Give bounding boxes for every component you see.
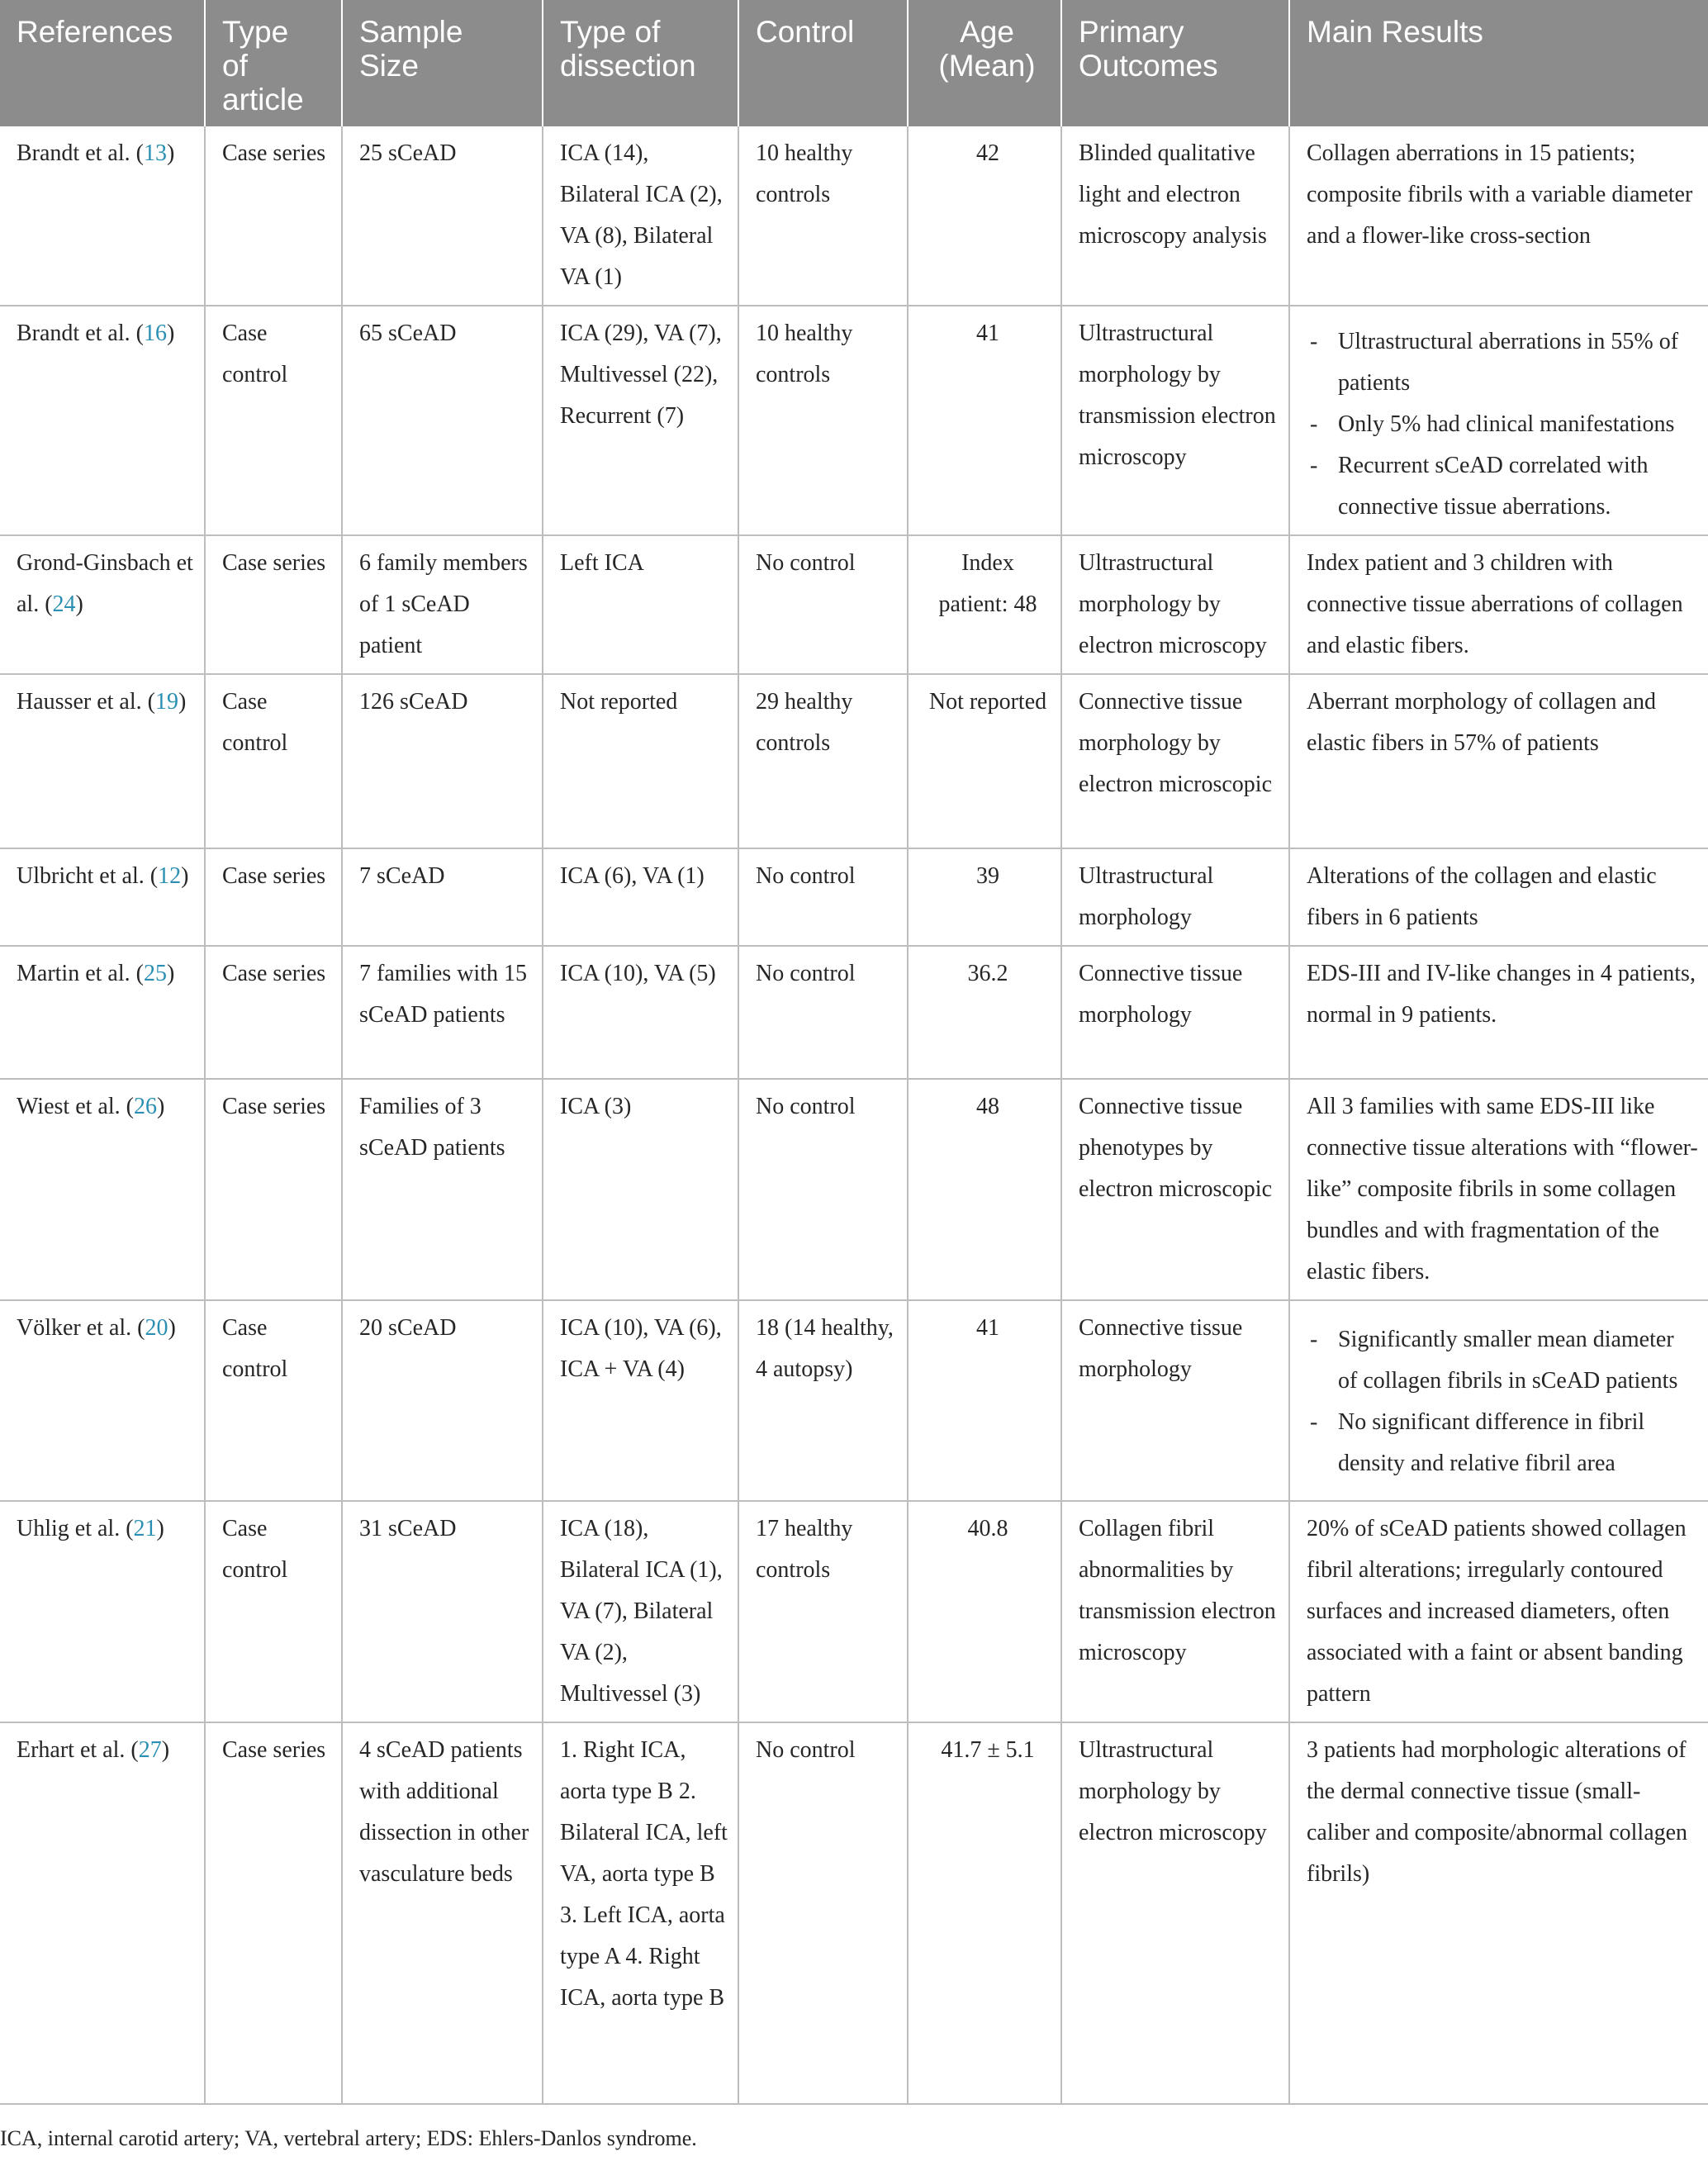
- cell-reference: Brandt et al. (16): [0, 306, 205, 535]
- table-body: [0, 126, 1708, 2104]
- cell-outcomes: Connective tissue morphology: [1061, 1300, 1289, 1501]
- cell-outcomes: Ultrastructural morphology: [1061, 848, 1289, 946]
- cell-sample: Families of 3 sCeAD patients: [342, 1079, 543, 1300]
- cell-sample: 25 sCeAD: [342, 126, 543, 306]
- citation-link[interactable]: 26: [133, 1094, 157, 1119]
- cell-dissection: ICA (29), VA (7), Multivessel (22), Recurrent (7): [543, 306, 738, 535]
- cell-control: 10 healthy controls: [738, 306, 908, 535]
- cell-sample: 7 families with 15 sCeAD patients: [342, 946, 543, 1079]
- header-references: References: [0, 0, 205, 126]
- table-row: [0, 1501, 1708, 1722]
- cell-age: 41: [908, 306, 1061, 535]
- cell-reference: Ulbricht et al. (12): [0, 848, 205, 946]
- cell-reference: Völker et al. (20): [0, 1300, 205, 1501]
- cell-dissection: Left ICA: [543, 535, 738, 674]
- table-row: [0, 848, 1708, 946]
- table-row: [0, 1079, 1708, 1300]
- cell-control: No control: [738, 848, 908, 946]
- cell-outcomes: Ultrastructural morphology by electron microscopy: [1061, 535, 1289, 674]
- cell-reference: Erhart et al. (27): [0, 1722, 205, 2104]
- citation-link[interactable]: 21: [133, 1516, 157, 1541]
- table-row: [0, 1300, 1708, 1501]
- table-row: [0, 674, 1708, 848]
- cell-control: No control: [738, 1722, 908, 2104]
- cell-results: [1289, 306, 1708, 535]
- cell-reference: Martin et al. (25): [0, 946, 205, 1079]
- cell-results: Collagen aberrations in 15 patients; composite fibrils with a variable diameter and a flower-like cross-section: [1289, 126, 1708, 306]
- table-row: [0, 946, 1708, 1079]
- list-item: - Ultrastructural aberrations in 55% of patients: [1310, 329, 1679, 396]
- table-row: [0, 535, 1708, 674]
- table-row: [0, 126, 1708, 306]
- cell-type: Case control: [205, 674, 342, 848]
- cell-results: EDS-III and IV-like changes in 4 patients, normal in 9 patients.: [1289, 946, 1708, 1079]
- header-row: [0, 0, 1708, 126]
- citation-link[interactable]: 19: [154, 689, 178, 715]
- cell-dissection: 1. Right ICA, aorta type B 2. Bilateral ICA, left VA, aorta type B 3. Left ICA, aorta type A 4. Right ICA, aorta type B: [543, 1722, 738, 2104]
- cell-outcomes: Connective tissue morphology by electron microscopic: [1061, 674, 1289, 848]
- cell-reference: Grond-Ginsbach et al. (24): [0, 535, 205, 674]
- cell-type: Case series: [205, 1079, 342, 1300]
- cell-dissection: ICA (3): [543, 1079, 738, 1300]
- results-bullet-list: [1307, 321, 1698, 528]
- citation-link[interactable]: 16: [143, 321, 167, 346]
- cell-outcomes: Ultrastructural morphology by electron microscopy: [1061, 1722, 1289, 2104]
- citation-link[interactable]: 27: [138, 1737, 162, 1763]
- cell-sample: 65 sCeAD: [342, 306, 543, 535]
- cell-type: Case control: [205, 1300, 342, 1501]
- cell-dissection: ICA (10), VA (6), ICA + VA (4): [543, 1300, 738, 1501]
- cell-age: 48: [908, 1079, 1061, 1300]
- header-type-of-dissection: Type of dissection: [543, 0, 738, 126]
- cell-control: 29 healthy controls: [738, 674, 908, 848]
- header-type-of-article: Type of article: [205, 0, 342, 126]
- cell-results: Aberrant morphology of collagen and elastic fibers in 57% of patients: [1289, 674, 1708, 848]
- cell-sample: 6 family members of 1 sCeAD patient: [342, 535, 543, 674]
- cell-dissection: ICA (18), Bilateral ICA (1), VA (7), Bilateral VA (2), Multivessel (3): [543, 1501, 738, 1722]
- cell-control: No control: [738, 535, 908, 674]
- table-header: [0, 0, 1708, 126]
- results-bullet-list: [1307, 1319, 1698, 1484]
- citation-link[interactable]: 24: [52, 591, 76, 617]
- cell-control: 18 (14 healthy, 4 autopsy): [738, 1300, 908, 1501]
- cell-type: Case series: [205, 848, 342, 946]
- cell-dissection: ICA (6), VA (1): [543, 848, 738, 946]
- cell-outcomes: Blinded qualitative light and electron microscopy analysis: [1061, 126, 1289, 306]
- cell-outcomes: Connective tissue morphology: [1061, 946, 1289, 1079]
- cell-type: Case control: [205, 306, 342, 535]
- list-item: - No significant difference in fibril density and relative fibril area: [1310, 1409, 1645, 1476]
- cell-results: [1289, 1300, 1708, 1501]
- cell-type: Case series: [205, 126, 342, 306]
- citation-link[interactable]: 12: [158, 863, 182, 889]
- list-item: - Only 5% had clinical manifestations: [1310, 411, 1675, 437]
- cell-type: Case series: [205, 1722, 342, 2104]
- list-item: - Significantly smaller mean diameter of collagen fibrils in sCeAD patients: [1310, 1327, 1678, 1394]
- cell-sample: 31 sCeAD: [342, 1501, 543, 1722]
- table-footnote: ICA, internal carotid artery; VA, vertebral artery; EDS: Ehlers-Danlos syndrome.: [0, 2126, 697, 2150]
- cell-sample: 126 sCeAD: [342, 674, 543, 848]
- cell-type: Case series: [205, 535, 342, 674]
- cell-results: 3 patients had morphologic alterations of the dermal connective tissue (small-caliber and composite/abnormal collagen fibrils): [1289, 1722, 1708, 2104]
- citation-link[interactable]: 20: [145, 1315, 168, 1341]
- table-row: [0, 306, 1708, 535]
- cell-age: Index patient: 48: [908, 535, 1061, 674]
- citation-link[interactable]: 25: [143, 961, 167, 986]
- header-primary-outcomes: Primary Outcomes: [1061, 0, 1289, 126]
- cell-results: Index patient and 3 children with connective tissue aberrations of collagen and elastic fibers.: [1289, 535, 1708, 674]
- cell-age: 41: [908, 1300, 1061, 1501]
- header-control: Control: [738, 0, 908, 126]
- cell-age: 42: [908, 126, 1061, 306]
- cell-outcomes: Ultrastructural morphology by transmission electron microscopy: [1061, 306, 1289, 535]
- header-main-results: Main Results: [1289, 0, 1708, 126]
- cell-sample: 4 sCeAD patients with additional dissection in other vasculature beds: [342, 1722, 543, 2104]
- cell-age: 39: [908, 848, 1061, 946]
- cell-dissection: ICA (10), VA (5): [543, 946, 738, 1079]
- cell-reference: Uhlig et al. (21): [0, 1501, 205, 1722]
- cell-age: 41.7 ± 5.1: [908, 1722, 1061, 2104]
- cell-control: 17 healthy controls: [738, 1501, 908, 1722]
- cell-dissection: Not reported: [543, 674, 738, 848]
- cell-reference: Brandt et al. (13): [0, 126, 205, 306]
- cell-dissection: ICA (14), Bilateral ICA (2), VA (8), Bilateral VA (1): [543, 126, 738, 306]
- cell-results: Alterations of the collagen and elastic fibers in 6 patients: [1289, 848, 1708, 946]
- cell-control: No control: [738, 946, 908, 1079]
- cell-results: All 3 families with same EDS-III like connective tissue alterations with “flower-like” composite fibrils in some collagen bundles and with fragmentation of the elastic fibers.: [1289, 1079, 1708, 1300]
- cell-results: 20% of sCeAD patients showed collagen fibril alterations; irregularly contoured surfaces and increased diameters, often associated with a faint or absent banding pattern: [1289, 1501, 1708, 1722]
- cell-sample: 20 sCeAD: [342, 1300, 543, 1501]
- cell-type: Case series: [205, 946, 342, 1079]
- header-sample-size: Sample Size: [342, 0, 543, 126]
- cell-reference: Hausser et al. (19): [0, 674, 205, 848]
- cell-age: 36.2: [908, 946, 1061, 1079]
- table-row: [0, 1722, 1708, 2104]
- cell-control: No control: [738, 1079, 908, 1300]
- cell-control: 10 healthy controls: [738, 126, 908, 306]
- list-item: - Recurrent sCeAD correlated with connective tissue aberrations.: [1310, 453, 1649, 520]
- cell-age: 40.8: [908, 1501, 1061, 1722]
- header-age-mean: Age (Mean): [908, 0, 1061, 126]
- cell-type: Case control: [205, 1501, 342, 1722]
- citation-link[interactable]: 13: [143, 140, 167, 166]
- cell-outcomes: Connective tissue phenotypes by electron microscopic: [1061, 1079, 1289, 1300]
- cell-outcomes: Collagen fibril abnormalities by transmission electron microscopy: [1061, 1501, 1289, 1722]
- cell-sample: 7 sCeAD: [342, 848, 543, 946]
- cell-age: Not reported: [908, 674, 1061, 848]
- cell-reference: Wiest et al. (26): [0, 1079, 205, 1300]
